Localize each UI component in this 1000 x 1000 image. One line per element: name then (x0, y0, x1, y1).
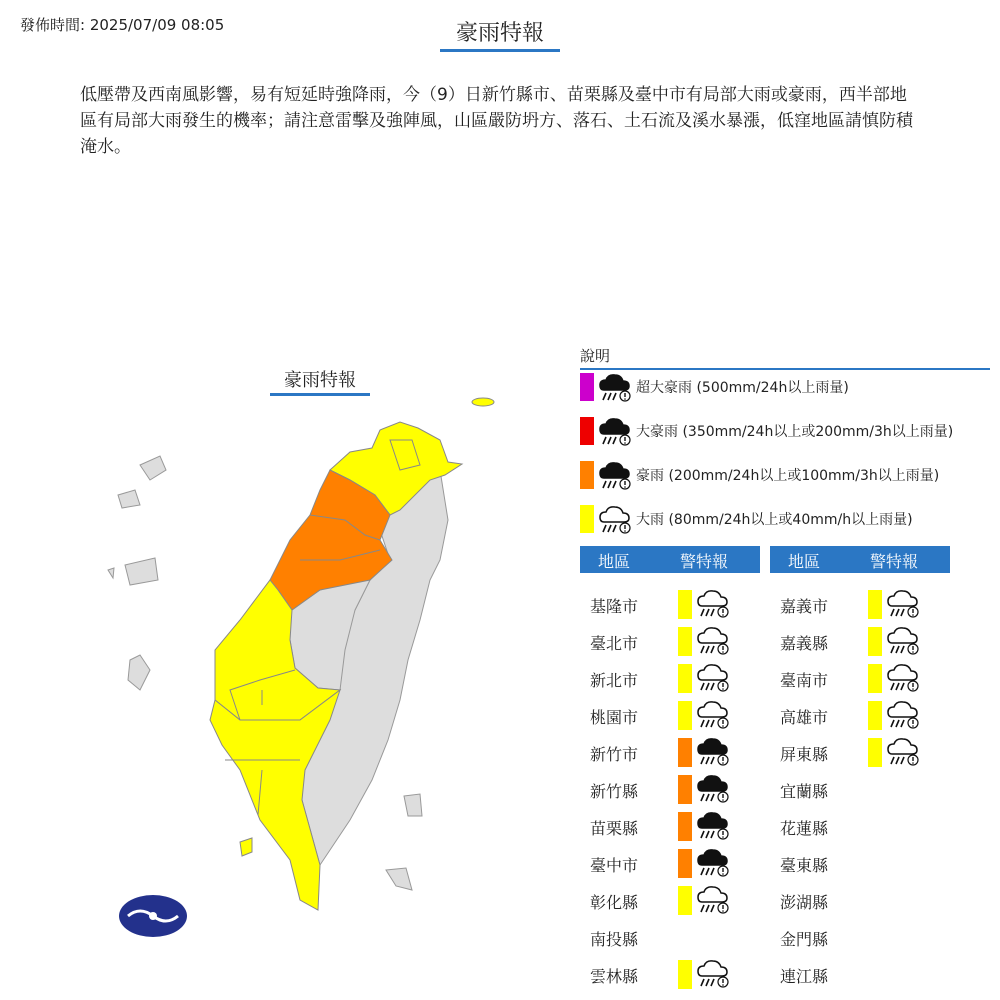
table-row (770, 806, 950, 843)
region-name: 基隆市 (590, 597, 639, 616)
table-row (580, 658, 760, 695)
legend-label: 大雨 (80mm/24h以上或40mm/h以上雨量) (636, 512, 913, 528)
heavy-rain-cloud-icon (696, 810, 730, 842)
rain-cloud-outline-icon (598, 504, 632, 536)
table-row (580, 954, 760, 991)
warning-description: 低壓帶及西南風影響，易有短延時強降雨，今（9）日新竹縣市、苗栗縣及臺中市有局部大雨或豪雨，西半部地區有局部大雨發生的機率；請注意雷擊及強陣風，山區嚴防坍方、落石、土石流及溪水暴漲，低窪地區請慎防積淹水。 (80, 85, 913, 157)
heavy-rain-cloud-icon (696, 736, 730, 768)
rain-cloud-outline-icon (886, 736, 920, 768)
warning-level-badge (868, 627, 882, 656)
legend-swatch (580, 505, 594, 533)
heavy-rain-cloud-icon (696, 810, 730, 842)
table-row (580, 695, 760, 732)
header-region: 地區 (788, 552, 821, 571)
rain-cloud-outline-icon (886, 736, 920, 768)
warning-level-badge (678, 664, 692, 693)
rain-cloud-outline-icon (886, 625, 920, 657)
table-row (580, 621, 760, 658)
warning-level-badge (868, 701, 882, 730)
header-warning: 警特報 (680, 552, 729, 571)
region-name: 宜蘭縣 (780, 782, 829, 801)
rain-cloud-outline-icon (886, 662, 920, 694)
rain-cloud-outline-icon (696, 662, 730, 694)
rain-cloud-outline-icon (696, 625, 730, 657)
region-name: 臺北市 (590, 634, 639, 653)
region-name: 嘉義市 (780, 597, 829, 616)
page-title: 豪雨特報 (440, 16, 560, 52)
rain-cloud-outline-icon (696, 662, 730, 694)
region-name: 桃園市 (590, 708, 639, 727)
warning-level-badge (868, 590, 882, 619)
table-row (770, 843, 950, 880)
table-row (580, 732, 760, 769)
rain-cloud-outline-icon (696, 884, 730, 916)
heavy-rain-cloud-icon (696, 736, 730, 768)
table-row (770, 695, 950, 732)
table-row (770, 917, 950, 954)
region-name: 嘉義縣 (780, 634, 829, 653)
table-row (770, 584, 950, 621)
map-island-pengjia (472, 398, 494, 406)
warning-level-badge (678, 701, 692, 730)
legend-swatch (580, 461, 594, 489)
rain-cloud-outline-icon (696, 588, 730, 620)
table-row (580, 880, 760, 917)
map-island-liuqiu (240, 838, 252, 856)
rain-cloud-outline-icon (886, 588, 920, 620)
heavy-rain-cloud-icon (598, 416, 632, 448)
table-row (580, 769, 760, 806)
heavy-rain-cloud-icon (696, 847, 730, 879)
warning-level-badge (678, 590, 692, 619)
region-name: 澎湖縣 (780, 893, 829, 912)
warning-level-badge (868, 664, 882, 693)
warning-level-badge (678, 812, 692, 841)
map-island-orchid (386, 868, 412, 890)
rain-cloud-outline-icon (886, 699, 920, 731)
table-row (580, 584, 760, 621)
warning-level-badge (678, 627, 692, 656)
table-row (770, 621, 950, 658)
heavy-rain-cloud-icon (598, 372, 632, 402)
cwa-logo (118, 894, 188, 938)
heavy-rain-cloud-icon (598, 416, 632, 446)
rain-cloud-outline-icon (696, 699, 730, 731)
warning-level-badge (678, 738, 692, 767)
map-island-penghu (108, 456, 166, 690)
legend-item (580, 504, 913, 534)
legend-item (580, 460, 939, 490)
warning-level-badge (678, 775, 692, 804)
region-name: 金門縣 (780, 930, 829, 949)
heavy-rain-cloud-icon (696, 773, 730, 805)
region-name: 苗栗縣 (590, 819, 639, 838)
table-row (770, 954, 950, 991)
legend-swatch (580, 373, 594, 401)
header-region: 地區 (598, 552, 631, 571)
warning-level-badge (678, 849, 692, 878)
rain-cloud-outline-icon (886, 662, 920, 694)
region-name: 新北市 (590, 671, 639, 690)
legend-swatch (580, 417, 594, 445)
legend-label: 豪雨 (200mm/24h以上或100mm/3h以上雨量) (636, 468, 940, 484)
rain-cloud-outline-icon (696, 958, 730, 990)
legend-label: 超大豪雨 (500mm/24h以上雨量) (636, 380, 849, 396)
map-title: 豪雨特報 (270, 366, 370, 396)
rain-cloud-outline-icon (886, 588, 920, 620)
table-row (770, 658, 950, 695)
legend-item (580, 372, 849, 402)
rain-cloud-outline-icon (696, 625, 730, 657)
legend-label: 大豪雨 (350mm/24h以上或200mm/3h以上雨量) (636, 424, 954, 440)
region-name: 臺東縣 (780, 856, 829, 875)
header-warning: 警特報 (870, 552, 919, 571)
table-row (770, 769, 950, 806)
legend-item (580, 416, 953, 446)
region-name: 彰化縣 (590, 893, 639, 912)
heavy-rain-cloud-icon (696, 847, 730, 879)
region-name: 臺南市 (780, 671, 829, 690)
table-row (770, 880, 950, 917)
publish-time: 發佈時間: 2025/07/09 08:05 (20, 16, 225, 34)
heavy-rain-cloud-icon (598, 460, 632, 490)
rain-cloud-outline-icon (696, 958, 730, 990)
rain-cloud-outline-icon (696, 884, 730, 916)
region-name: 臺中市 (590, 856, 639, 875)
region-name: 屏東縣 (780, 745, 829, 764)
warning-level-badge (678, 960, 692, 989)
rain-cloud-outline-icon (886, 625, 920, 657)
region-name: 雲林縣 (590, 967, 639, 986)
rain-cloud-outline-icon (696, 588, 730, 620)
legend-title: 說明 (580, 345, 990, 370)
heavy-rain-cloud-icon (598, 460, 632, 492)
region-name: 高雄市 (780, 708, 829, 727)
warning-level-badge (678, 886, 692, 915)
table-row (770, 732, 950, 769)
region-name: 連江縣 (780, 967, 829, 986)
table-row (580, 806, 760, 843)
region-name: 花蓮縣 (780, 819, 829, 838)
table-header-right (770, 546, 950, 573)
map-island-green (404, 794, 422, 816)
rain-cloud-outline-icon (598, 504, 632, 534)
heavy-rain-cloud-icon (598, 372, 632, 404)
table-row (580, 917, 760, 954)
region-name: 南投縣 (590, 930, 639, 949)
heavy-rain-cloud-icon (696, 773, 730, 805)
warning-level-badge (868, 738, 882, 767)
region-name: 新竹縣 (590, 782, 639, 801)
rain-cloud-outline-icon (696, 699, 730, 731)
region-name: 新竹市 (590, 745, 639, 764)
table-row (580, 843, 760, 880)
table-header-left (580, 546, 760, 573)
rain-cloud-outline-icon (886, 699, 920, 731)
